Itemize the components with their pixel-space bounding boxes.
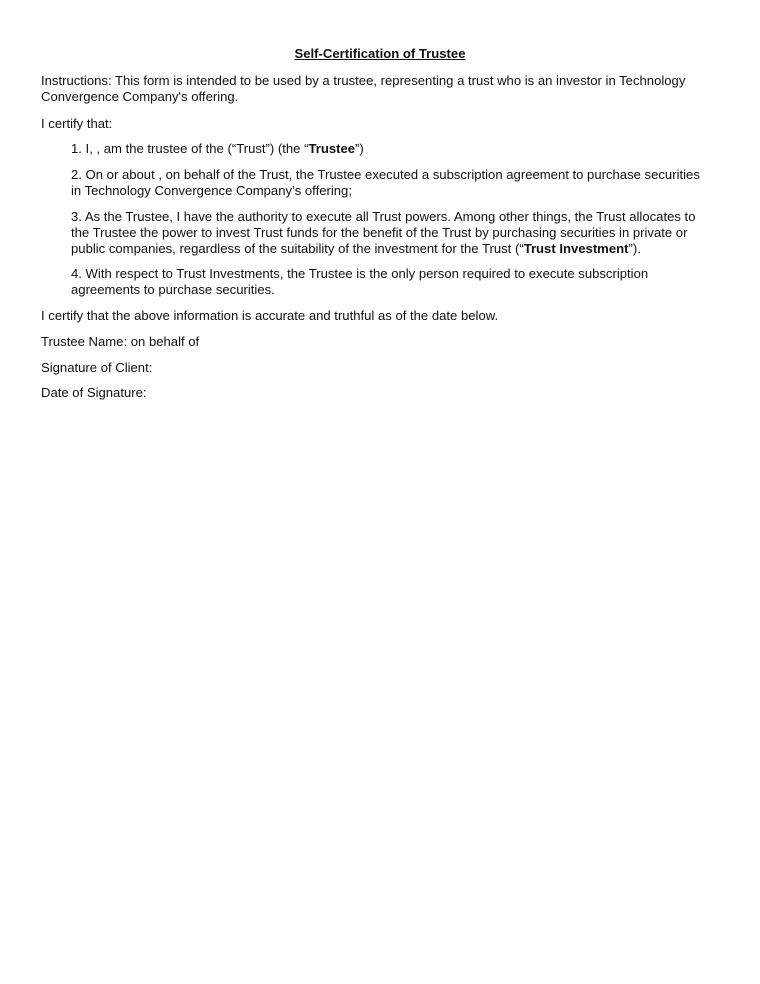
item-4 [71,266,731,298]
instructions-line-2: Convergence Company's offering. [41,89,239,104]
document-title: Self-Certification of Trustee [294,46,466,61]
item-3-line-2: the Trustee the power to invest Trust funds for the benefit of the Trust by purchasing securities in private or [71,225,688,240]
date-of-signature-label: Date of Signature: [41,385,147,400]
item-4-line-1: 4. With respect to Trust Investments, the Trustee is the only person required to execute subscription [71,266,649,281]
item-2-line-2: in Technology Convergence Company’s offering; [71,183,352,198]
item-3-line-3-text: public companies, regardless of the suitability of the investment for the Trust (“ [71,241,524,256]
signature-label: Signature of Client: [41,360,153,375]
item-3-line-3 [71,241,731,257]
instructions-line-1: Instructions: This form is intended to be used by a trustee, representing a trust who is an investor in Technology [41,73,686,88]
item-1-text: 1. I, , am the trustee of the (“Trust”) (the “ [71,141,309,156]
certify-accuracy: I certify that the above information is accurate and truthful as of the date below. [41,308,499,323]
item-1-suffix: ”) [355,141,364,156]
item-3-bold-term: Trust Investment [523,241,629,256]
item-1 [71,141,731,157]
item-2 [71,167,731,199]
item-3 [71,209,731,257]
trustee-name-label: Trustee Name: on behalf of [41,334,200,349]
certify-intro: I certify that: [41,116,113,131]
item-3-line-1: 3. As the Trustee, I have the authority to execute all Trust powers. Among other things, the Trust allocates to [71,209,696,224]
instructions-paragraph [41,73,731,105]
item-4-line-2: agreements to purchase securities. [71,282,275,297]
item-1-bold-term: Trustee [308,141,356,156]
item-3-line-3-suffix: ”). [628,241,641,256]
item-2-line-1: 2. On or about , on behalf of the Trust, the Trustee executed a subscription agreement to purchase securities [71,167,700,182]
